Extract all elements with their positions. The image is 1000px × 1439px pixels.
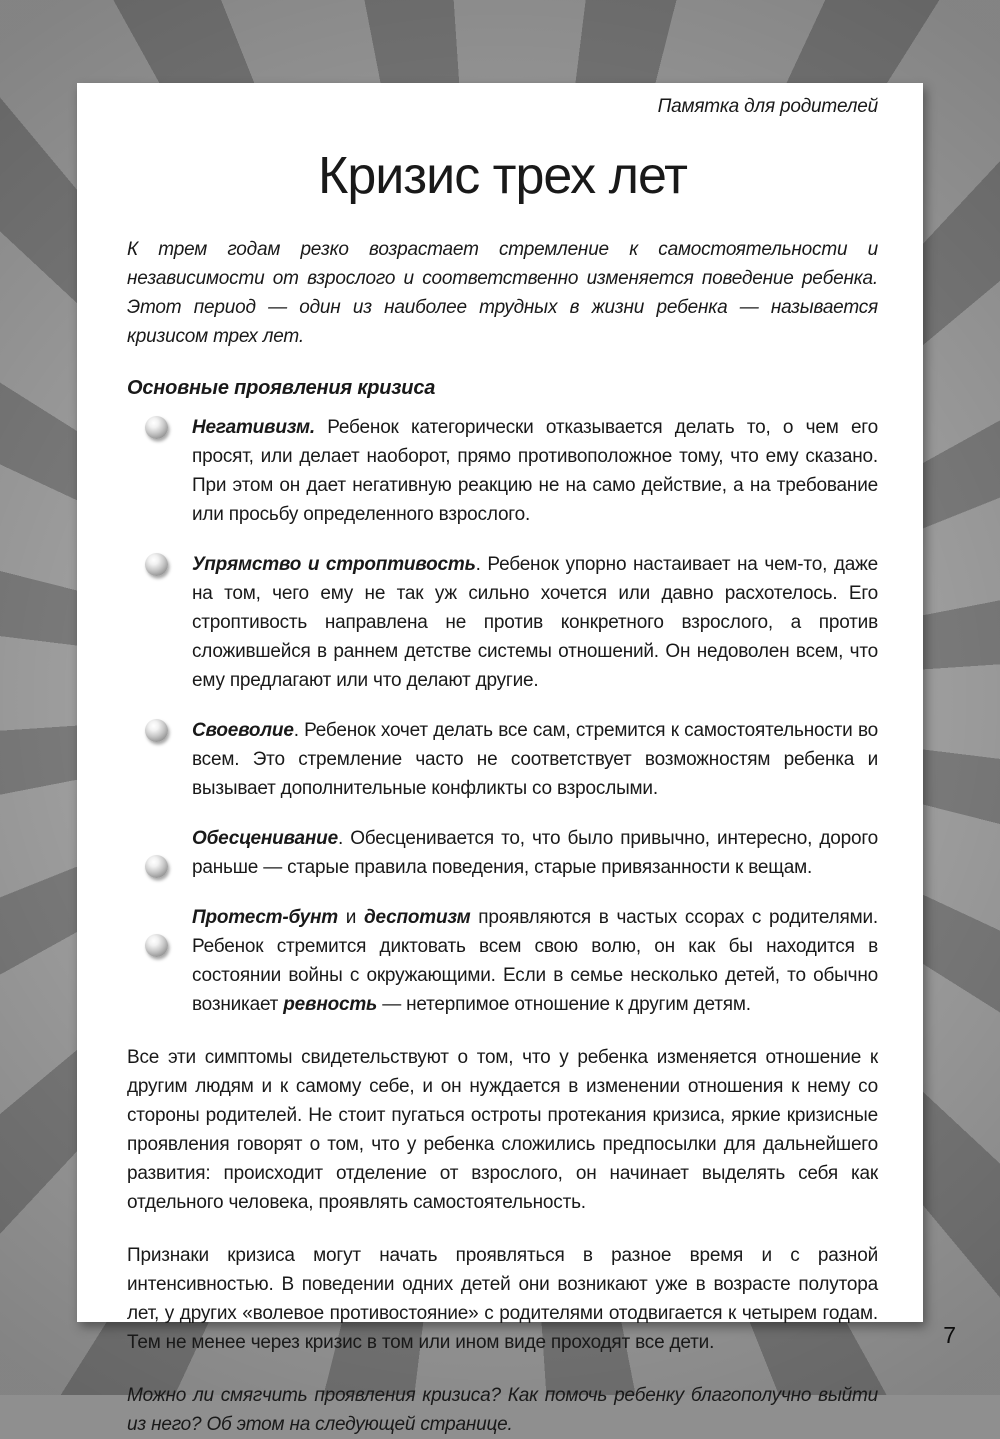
sphere-bullet-icon xyxy=(145,934,168,957)
sphere-bullet-icon xyxy=(145,553,168,576)
sphere-bullet-icon xyxy=(145,855,168,878)
list-item xyxy=(127,413,878,529)
bullet-lead-term: Обесценивание xyxy=(192,828,338,849)
bullet-text-segment: . Ребенок хочет делать все сам, стремится к самостоятельности во всем. Это стремление часто не соответствует возможностям ребенка и вызывает дополнительные конфликты со взрослыми. xyxy=(192,720,878,799)
list-item xyxy=(127,824,878,882)
list-item xyxy=(127,550,878,695)
page-header: Памятка для родителей xyxy=(657,96,878,117)
list-item-text xyxy=(192,413,878,529)
list-item-text xyxy=(192,824,878,882)
closing-paragraph: Можно ли смягчить проявления кризиса? Как помочь ребенку благополучно выйти из него? Об этом на следующей странице. xyxy=(127,1385,878,1435)
bullet-lead-term: Протест-бунт xyxy=(192,907,338,928)
bullet-text-segment: и xyxy=(337,907,364,928)
bullet-list xyxy=(127,413,878,1019)
sphere-bullet-icon xyxy=(145,719,168,742)
page-number: 7 xyxy=(943,1322,956,1348)
list-item-text xyxy=(192,716,878,803)
bullet-lead-term: Негативизм. xyxy=(192,417,315,438)
bullet-lead-term: Своеволие xyxy=(192,720,294,741)
bullet-text-segment: Ребенок категорически отказывается делать то, о чем его просят, или делает наоборот, прямо противоположное тому, что ему сказано. При этом он дает негативную реакцию не на само действие, а на требование или просьбу определенного взрослого. xyxy=(192,417,878,525)
bullet-lead-term: Упрямство и строптивость xyxy=(192,554,476,575)
paragraph-symptoms: Все эти симптомы свидетельствуют о том, что у ребенка изменяется отношение к другим людям и к самому себе, и он нуждается в изменении отношения к нему со стороны родителей. Не стоит пугаться остроты протекания кризиса, яркие кризисные проявления говорят о том, что у ребенка сложились предпосылки для дальнейшего развития: происходит отделение от взрослого, он начинает выделять себя как отдельного человека, проявлять самостоятельность. xyxy=(127,1047,878,1213)
bullet-text-segment: — нетерпимое отношение к другим детям. xyxy=(377,994,751,1015)
section-heading: Основные проявления кризиса xyxy=(127,377,436,399)
page-sheet xyxy=(77,83,923,1435)
list-item-text xyxy=(192,550,878,695)
bullet-text-segment: . Обесценивается то, что было привычно, интересно, дорого раньше — старые правила поведения, старые привязанности к вещам. xyxy=(192,828,878,878)
bullet-lead-term: деспотизм xyxy=(363,907,471,928)
list-item xyxy=(127,716,878,803)
bullet-lead-term: ревность xyxy=(283,994,378,1015)
bullet-text-segment: проявляются в частых ссорах с родителями. Ребенок стремится диктовать всем свою волю, он как бы находится в состоянии войны с окружающими. Если в семье несколько детей, то обычно возникает xyxy=(192,907,878,1015)
paragraph-signs: Признаки кризиса могут начать проявляться в разное время и с разной интенсивностью. В поведении одних детей они возникают уже в возрасте полутора лет, у других «волевое противостояние» с родителями отодвигается к четырем годам. Тем не менее через кризис в том или ином виде проходят все дети. xyxy=(127,1245,878,1353)
sphere-bullet-icon xyxy=(145,416,168,439)
intro-paragraph: К трем годам резко возрастает стремление к самостоятельности и независимости от взрослого и соответственно изменяется поведение ребенка. Этот период — один из наиболее трудных в жизни ребенка — называется кризисом трех лет. xyxy=(127,239,878,347)
page-title: Кризис трех лет xyxy=(318,147,687,205)
list-item xyxy=(127,903,878,1019)
list-item-text xyxy=(192,903,878,1019)
bullet-text-segment: . Ребенок упорно настаивает на чем-то, даже на том, чего ему не так уж сильно хочется или давно расхотелось. Его строптивость направлена не против конкретного взрослого, а против сложившейся в раннем детстве системы отношений. Он недоволен всем, что ему предлагают или что делают другие. xyxy=(192,554,878,691)
